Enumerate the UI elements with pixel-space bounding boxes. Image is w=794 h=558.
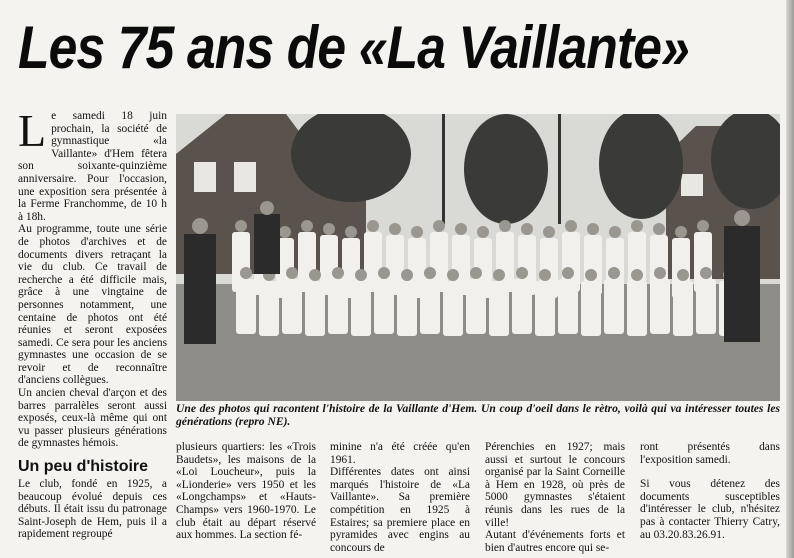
- history-column-3: [330, 441, 470, 554]
- intro-paragraph-1: e samedi 18 juin prochain, la société de gymnastique «la Vaillante» d'Hem fêtera son soixante-quinzième anniversaire. Pour l'occasion, une exposition sera présentée à la Ferme Franchomme, de 10 h à 18h.: [18, 110, 167, 223]
- history-text-3b: Différentes dates ont ainsi marqués l'histoire de «La Vaillante». Sa première compétition en 1925 à Estaires; sa premiere place en pyramides avec engins au concours de: [330, 466, 470, 554]
- history-column-1: [18, 478, 167, 541]
- headline: Les 75 ans de «La Vaillante»: [18, 14, 689, 81]
- history-text-2: plusieurs quartiers: les «Trois Baudets», les maisons de la «Loi Loucheur», puis la «Lionderie» vers 1950 et les «Longchamps» et «Hauts-Champs» vers 1960-1970. Le club était au départ réservé aux hommes. La section fé-: [176, 441, 316, 542]
- history-text-4b: Autant d'événements forts et bien d'autres encore qui se-: [485, 529, 625, 554]
- history-text-5b: Si vous détenez des documents susceptibles d'intéresser le club, n'hésitez pas à contacter Thierry Catry, au 03.20.83.26.91.: [640, 478, 780, 541]
- history-text-3a: minine n'a été créée qu'en 1961.: [330, 441, 470, 466]
- group-photo-illustration: [176, 114, 780, 401]
- history-text-5a: ront présentés dans l'exposition samedi.: [640, 441, 780, 466]
- history-text-1: Le club, fondé en 1925, a beaucoup évolué depuis ces débuts. Il était issu du patronage Saint-Joseph de Hem, puis il a rapidement regroupé: [18, 478, 167, 541]
- photo-caption: Une des photos qui racontent l'histoire de la Vaillante d'Hem. Un coup d'oeil dans le rètro, voilà qui va intéresser toutes les générations (repro NE).: [176, 402, 780, 429]
- page-edge-shadow: [786, 0, 794, 558]
- archive-group-photo: [176, 114, 780, 401]
- history-text-4a: Pérenchies en 1927; mais aussi et surtout le concours organisé par la Saint Corneille à Hem en 1928, où près de 5000 gymnastes s'étaient réunis dans les rues de la ville!: [485, 441, 625, 529]
- history-column-4: [485, 441, 625, 554]
- history-column-5: [640, 441, 780, 541]
- intro-column: [18, 105, 167, 450]
- intro-paragraph-2: Au programme, toute une série de photos d'archives et de documents divers retraçant la vie du club. Ce travail de recherche a été difficile mais, grâce à une vingtaine de personnes notamment, une centaine de photos ont été réunies et seront exposées samedi. Ce sera pour les anciens gymnastes une occasion de se revoir et de reconnaître d'anciens collègues.: [18, 223, 167, 387]
- history-column-2: [176, 441, 316, 542]
- intro-paragraph-3: Un ancien cheval d'arçon et des barres parralèles seront aussi exposés, ceux-là même qui ont vu passer plusieurs générations de gymnastes hémois.: [18, 387, 167, 450]
- drop-cap: L: [18, 105, 47, 156]
- section-subhead: Un peu d'histoire: [18, 458, 149, 475]
